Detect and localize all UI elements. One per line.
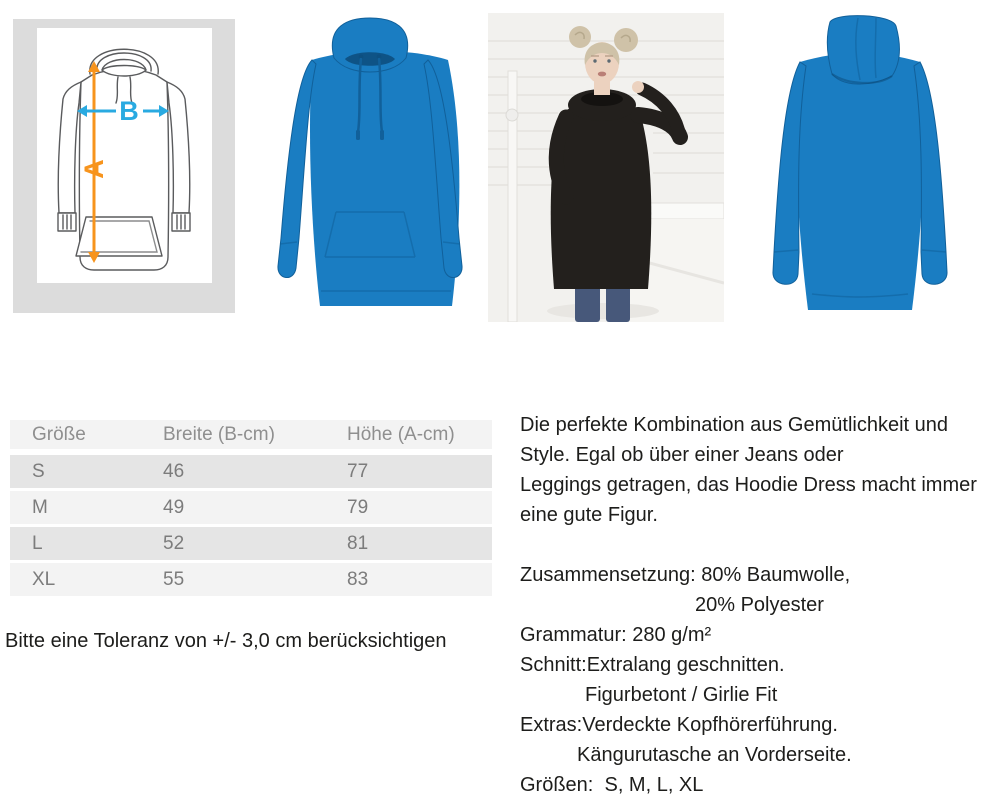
size-diagram-illustration <box>13 19 235 313</box>
hoodie-back <box>773 16 947 310</box>
description-line: Style. Egal ob über einer Jeans oder <box>520 444 844 466</box>
description-line: 20% Polyester <box>695 594 824 616</box>
description-line: Kängurutasche an Vorderseite. <box>577 744 852 766</box>
hoodie-front <box>278 18 462 306</box>
wall-pipe <box>506 71 518 322</box>
model-photo-illustration <box>488 13 724 322</box>
column-header-size: Größe <box>32 423 86 445</box>
height-cell: 83 <box>347 568 369 590</box>
description-line: Schnitt:Extralang geschnitten. <box>520 654 785 676</box>
tolerance-note: Bitte eine Toleranz von +/- 3,0 cm berücksichtigen <box>5 630 447 652</box>
table-row <box>10 455 492 488</box>
table-row <box>10 563 492 596</box>
size-cell: M <box>32 496 48 518</box>
hair-bun-left <box>569 26 591 48</box>
size-cell: XL <box>32 568 56 590</box>
product-back-image[interactable] <box>740 0 1000 340</box>
size-cell: S <box>32 460 45 482</box>
description-line <box>520 530 992 560</box>
table-row <box>10 491 492 524</box>
column-header-width: Breite (B-cm) <box>163 423 275 445</box>
hair-bun-right <box>614 28 638 52</box>
description-line: Leggings getragen, das Hoodie Dress macht immer <box>520 474 977 496</box>
width-cell: 52 <box>163 532 185 554</box>
width-cell: 46 <box>163 460 185 482</box>
hoodie-back-illustration <box>740 0 1000 340</box>
size-table <box>10 420 492 599</box>
width-arrow-label: B <box>119 96 139 126</box>
description-line: Zusammensetzung: 80% Baumwolle, <box>520 564 851 586</box>
description-line: Extras:Verdeckte Kopfhörerführung. <box>520 714 838 736</box>
height-cell: 77 <box>347 460 369 482</box>
product-description <box>520 410 992 800</box>
description-line: Grammatur: 280 g/m² <box>520 624 712 646</box>
description-line: Größen: S, M, L, XL <box>520 774 704 796</box>
hoodie-front-illustration <box>250 0 490 340</box>
column-header-height: Höhe (A-cm) <box>347 423 455 445</box>
width-cell: 55 <box>163 568 185 590</box>
description-line: Figurbetont / Girlie Fit <box>585 684 778 706</box>
height-arrow-label: A <box>79 159 109 179</box>
hand <box>632 81 644 93</box>
table-row <box>10 527 492 560</box>
height-cell: 81 <box>347 532 369 554</box>
size-cell: L <box>32 532 43 554</box>
height-cell: 79 <box>347 496 369 518</box>
width-cell: 49 <box>163 496 185 518</box>
product-front-image[interactable] <box>250 0 490 340</box>
floor-shadow <box>547 303 659 319</box>
size-diagram-image[interactable] <box>13 19 235 313</box>
size-table-header <box>10 420 492 449</box>
description-line: eine gute Figur. <box>520 504 658 526</box>
description-line: Die perfekte Kombination aus Gemütlichkeit und <box>520 414 949 436</box>
model-photo-image[interactable] <box>488 13 724 322</box>
